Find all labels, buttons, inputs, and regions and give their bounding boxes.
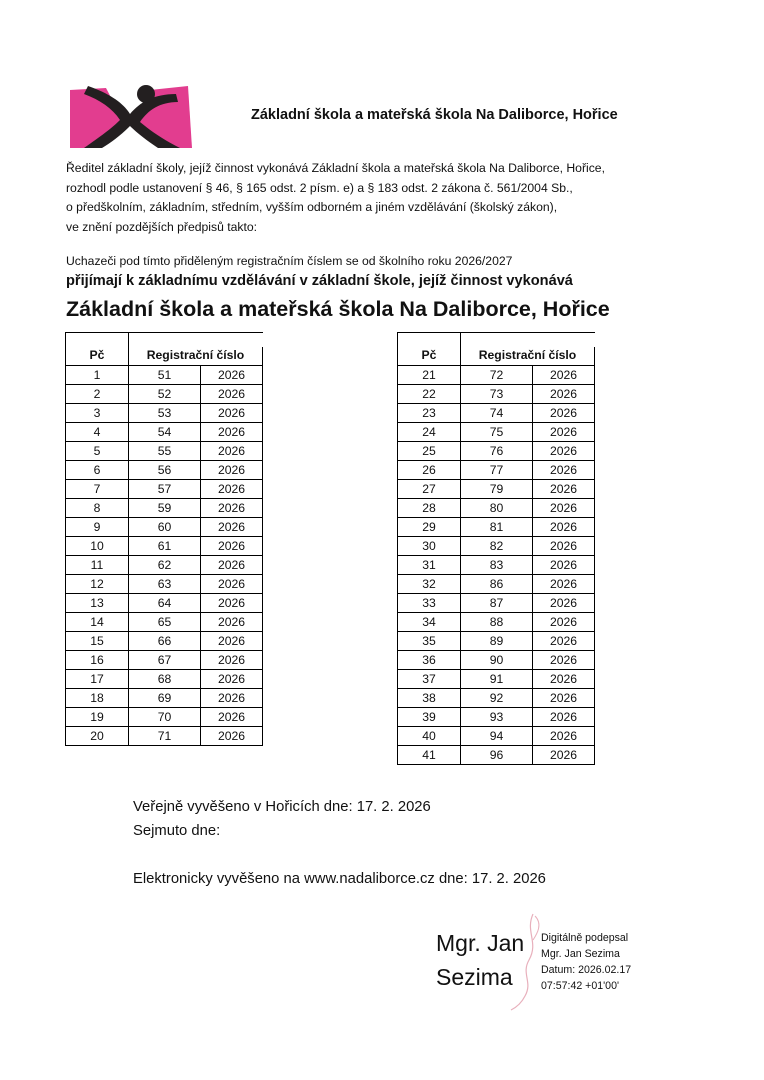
order-cell: 27 (398, 480, 461, 499)
signature-detail-line: 07:57:42 +01'00' (541, 980, 619, 992)
year-cell: 2026 (533, 385, 595, 404)
intro-line: o předškolním, základním, středním, vyšším odborném a jiném vzdělávání (školský zákon), (66, 200, 558, 214)
posted-line: Veřejně vyvěšeno v Hořicích dne: 17. 2. 2026 (133, 799, 431, 815)
registration-number-cell: 66 (129, 632, 201, 651)
table-row (398, 556, 595, 575)
table-row (398, 651, 595, 670)
removed-line: Sejmuto dne: (133, 823, 221, 839)
order-cell: 22 (398, 385, 461, 404)
table-row (66, 613, 263, 632)
table-row (398, 366, 595, 385)
intro-line: Ředitel základní školy, jejíž činnost vykonává Základní škola a mateřská škola Na Daliborce, Hořice, (66, 161, 605, 175)
registration-number-cell: 80 (461, 499, 533, 518)
year-cell: 2026 (533, 480, 595, 499)
order-cell: 23 (398, 404, 461, 423)
registration-number-cell: 73 (461, 385, 533, 404)
order-cell: 31 (398, 556, 461, 575)
table-row (66, 727, 263, 746)
order-cell: 33 (398, 594, 461, 613)
year-cell: 2026 (201, 499, 263, 518)
year-cell: 2026 (533, 651, 595, 670)
order-cell: 36 (398, 651, 461, 670)
table-row (66, 556, 263, 575)
table-row (398, 423, 595, 442)
table-row (66, 670, 263, 689)
table-row (398, 404, 595, 423)
year-cell: 2026 (533, 689, 595, 708)
registration-number-cell: 88 (461, 613, 533, 632)
registration-header: Registrační číslo (461, 347, 595, 366)
year-cell: 2026 (201, 689, 263, 708)
table-row (66, 575, 263, 594)
table-row (66, 499, 263, 518)
order-cell: 19 (66, 708, 129, 727)
order-cell: 8 (66, 499, 129, 518)
registration-number-cell: 74 (461, 404, 533, 423)
signature-details (541, 930, 631, 994)
order-cell: 37 (398, 670, 461, 689)
registration-number-cell: 65 (129, 613, 201, 632)
table-row (398, 670, 595, 689)
year-cell: 2026 (533, 556, 595, 575)
order-cell: 26 (398, 461, 461, 480)
year-cell: 2026 (201, 442, 263, 461)
registration-number-cell: 71 (129, 727, 201, 746)
year-cell: 2026 (201, 537, 263, 556)
registration-number-cell: 86 (461, 575, 533, 594)
table-row (66, 594, 263, 613)
electronic-posting-line: Elektronicky vyvěšeno na www.nadaliborce.cz dne: 17. 2. 2026 (133, 871, 546, 887)
table-row (66, 461, 263, 480)
year-cell: 2026 (533, 461, 595, 480)
order-cell: 17 (66, 670, 129, 689)
table-row (66, 404, 263, 423)
table-row (398, 708, 595, 727)
table-row (398, 537, 595, 556)
registration-number-cell: 63 (129, 575, 201, 594)
order-cell: 21 (398, 366, 461, 385)
order-cell: 13 (66, 594, 129, 613)
order-cell: 20 (66, 727, 129, 746)
registration-number-cell: 93 (461, 708, 533, 727)
year-cell: 2026 (201, 404, 263, 423)
signature-detail-line: Digitálně podepsal (541, 932, 629, 944)
order-cell: 9 (66, 518, 129, 537)
year-cell: 2026 (533, 537, 595, 556)
year-cell: 2026 (533, 708, 595, 727)
intro-paragraph (66, 159, 605, 237)
registration-header: Registrační číslo (129, 347, 263, 366)
registration-number-cell: 61 (129, 537, 201, 556)
registration-number-cell: 94 (461, 727, 533, 746)
table-row (66, 689, 263, 708)
order-header: Pč (398, 347, 461, 366)
order-cell: 5 (66, 442, 129, 461)
signature-detail-line: Datum: 2026.02.17 (541, 964, 632, 976)
year-cell: 2026 (533, 366, 595, 385)
table-row (398, 746, 595, 765)
table-body-left (66, 366, 263, 746)
registration-number-cell: 92 (461, 689, 533, 708)
registration-number-cell: 81 (461, 518, 533, 537)
signature-name-line: Sezima (436, 964, 513, 990)
year-cell: 2026 (533, 442, 595, 461)
order-cell: 24 (398, 423, 461, 442)
order-cell: 6 (66, 461, 129, 480)
table-row (66, 518, 263, 537)
registration-number-cell: 79 (461, 480, 533, 499)
year-cell: 2026 (201, 556, 263, 575)
year-cell: 2026 (533, 727, 595, 746)
order-cell: 16 (66, 651, 129, 670)
year-cell: 2026 (201, 727, 263, 746)
table-row (398, 499, 595, 518)
table-row (398, 613, 595, 632)
order-cell: 10 (66, 537, 129, 556)
table-row (66, 651, 263, 670)
applicants-line: Uchazeči pod tímto přiděleným registračním číslem se od školního roku 2026/2027 (66, 254, 513, 268)
table-row (398, 594, 595, 613)
registration-number-cell: 96 (461, 746, 533, 765)
registration-table-left (65, 332, 263, 746)
registration-table-right (397, 332, 595, 765)
year-cell: 2026 (201, 366, 263, 385)
year-cell: 2026 (201, 461, 263, 480)
registration-number-cell: 51 (129, 366, 201, 385)
year-cell: 2026 (533, 670, 595, 689)
table-row (66, 442, 263, 461)
table-row (398, 518, 595, 537)
registration-number-cell: 69 (129, 689, 201, 708)
registration-number-cell: 67 (129, 651, 201, 670)
registration-number-cell: 68 (129, 670, 201, 689)
year-cell: 2026 (201, 670, 263, 689)
registration-number-cell: 64 (129, 594, 201, 613)
admitted-line: přijímají k základnímu vzdělávání v základní škole, jejíž činnost vykonává (66, 273, 573, 289)
year-cell: 2026 (533, 404, 595, 423)
order-cell: 38 (398, 689, 461, 708)
order-cell: 32 (398, 575, 461, 594)
order-cell: 14 (66, 613, 129, 632)
year-cell: 2026 (201, 423, 263, 442)
table-row (398, 385, 595, 404)
registration-number-cell: 60 (129, 518, 201, 537)
year-cell: 2026 (533, 632, 595, 651)
table-row (398, 632, 595, 651)
school-header: Základní škola a mateřská škola Na Daliborce, Hořice (251, 107, 618, 123)
registration-number-cell: 52 (129, 385, 201, 404)
order-cell: 15 (66, 632, 129, 651)
registration-number-cell: 62 (129, 556, 201, 575)
registration-number-cell: 59 (129, 499, 201, 518)
order-cell: 34 (398, 613, 461, 632)
registration-number-cell: 53 (129, 404, 201, 423)
order-cell: 41 (398, 746, 461, 765)
table-row (66, 708, 263, 727)
table-row (398, 575, 595, 594)
table-row (66, 423, 263, 442)
registration-number-cell: 87 (461, 594, 533, 613)
registration-number-cell: 75 (461, 423, 533, 442)
year-cell: 2026 (533, 575, 595, 594)
year-cell: 2026 (533, 746, 595, 765)
order-cell: 35 (398, 632, 461, 651)
registration-number-cell: 90 (461, 651, 533, 670)
order-cell: 25 (398, 442, 461, 461)
order-cell: 1 (66, 366, 129, 385)
registration-number-cell: 82 (461, 537, 533, 556)
order-cell: 28 (398, 499, 461, 518)
year-cell: 2026 (201, 651, 263, 670)
year-cell: 2026 (201, 518, 263, 537)
order-cell: 7 (66, 480, 129, 499)
logo-head (137, 85, 155, 103)
order-cell: 4 (66, 423, 129, 442)
order-cell: 11 (66, 556, 129, 575)
registration-number-cell: 55 (129, 442, 201, 461)
intro-line: rozhodl podle ustanovení § 46, § 165 odst. 2 písm. e) a § 183 odst. 2 zákona č. 561/2004 Sb., (66, 180, 573, 195)
registration-number-cell: 56 (129, 461, 201, 480)
year-cell: 2026 (201, 385, 263, 404)
order-header: Pč (66, 347, 129, 366)
order-cell: 18 (66, 689, 129, 708)
order-cell: 39 (398, 708, 461, 727)
school-title: Základní škola a mateřská škola Na Daliborce, Hořice (66, 297, 610, 321)
signature-detail-line: Mgr. Jan Sezima (541, 948, 620, 960)
year-cell: 2026 (533, 594, 595, 613)
year-cell: 2026 (533, 499, 595, 518)
table-body-right (398, 366, 595, 765)
year-cell: 2026 (201, 594, 263, 613)
registration-number-cell: 89 (461, 632, 533, 651)
table-row (66, 385, 263, 404)
order-cell: 12 (66, 575, 129, 594)
registration-number-cell: 54 (129, 423, 201, 442)
year-cell: 2026 (533, 518, 595, 537)
table-row (66, 632, 263, 651)
registration-number-cell: 83 (461, 556, 533, 575)
year-cell: 2026 (201, 708, 263, 727)
year-cell: 2026 (201, 480, 263, 499)
order-cell: 2 (66, 385, 129, 404)
table-row (398, 480, 595, 499)
signature-name-line: Mgr. Jan (436, 930, 525, 956)
registration-number-cell: 77 (461, 461, 533, 480)
table-row (398, 689, 595, 708)
table-row (66, 480, 263, 499)
intro-line: ve znění pozdějších předpisů takto: (66, 219, 258, 234)
registration-number-cell: 76 (461, 442, 533, 461)
order-cell: 30 (398, 537, 461, 556)
year-cell: 2026 (201, 613, 263, 632)
order-cell: 3 (66, 404, 129, 423)
order-cell: 29 (398, 518, 461, 537)
registration-number-cell: 72 (461, 366, 533, 385)
school-logo (66, 80, 194, 152)
table-row (66, 366, 263, 385)
table-row (398, 727, 595, 746)
registration-number-cell: 57 (129, 480, 201, 499)
registration-number-cell: 70 (129, 708, 201, 727)
year-cell: 2026 (533, 613, 595, 632)
year-cell: 2026 (201, 632, 263, 651)
order-cell: 40 (398, 727, 461, 746)
year-cell: 2026 (533, 423, 595, 442)
year-cell: 2026 (201, 575, 263, 594)
table-row (66, 537, 263, 556)
table-row (398, 442, 595, 461)
table-row (398, 461, 595, 480)
registration-number-cell: 91 (461, 670, 533, 689)
signature-name (436, 926, 524, 994)
